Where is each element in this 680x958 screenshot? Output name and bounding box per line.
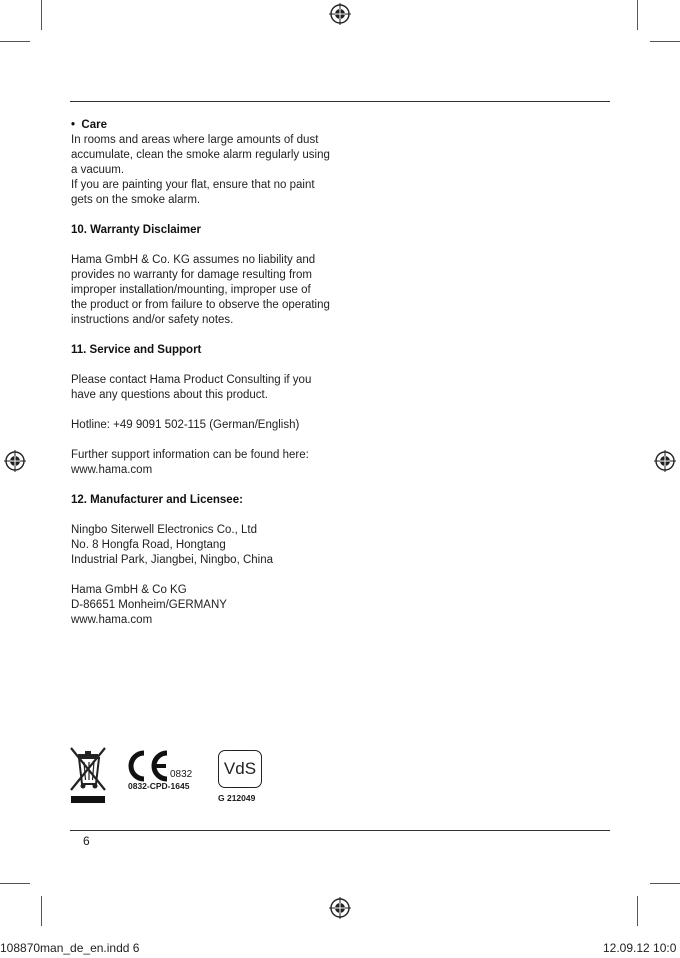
address-line: No. 8 Hongfa Road, Hongtang	[71, 539, 226, 551]
header-rule	[70, 101, 610, 102]
ce-mark-icon	[126, 750, 170, 782]
ce-cpd-number: 0832-CPD-1645	[128, 781, 190, 791]
footer-rule	[70, 830, 610, 831]
body-line: gets on the smoke alarm.	[71, 194, 201, 206]
section-heading: 12. Manufacturer and Licensee:	[71, 494, 243, 506]
body-line: Hama GmbH & Co. KG assumes no liability and	[71, 254, 316, 266]
crossed-out-wheelie-bin-icon	[69, 746, 109, 804]
vds-label: VdS	[223, 759, 257, 778]
section-heading: 10. Warranty Disclaimer	[71, 224, 201, 236]
registration-mark-icon	[4, 450, 26, 472]
service-section	[71, 343, 361, 478]
crop-mark	[650, 41, 680, 42]
website-link[interactable]: www.hama.com	[71, 614, 153, 626]
address-line: D-86651 Monheim/GERMANY	[71, 599, 227, 611]
spacer	[71, 403, 361, 418]
body-line: Please contact Hama Product Consulting if you	[71, 374, 312, 386]
address-line: Industrial Park, Jiangbei, Ningbo, China	[71, 554, 274, 566]
crop-mark	[650, 883, 680, 884]
website-link[interactable]: www.hama.com	[71, 464, 153, 476]
crop-mark	[41, 0, 42, 30]
bullet: •	[71, 119, 82, 131]
body-line: the product or from failure to observe the operating	[71, 299, 330, 311]
crop-mark	[0, 41, 30, 42]
section-heading: 11. Service and Support	[71, 344, 202, 356]
body-line: In rooms and areas where large amounts of dust	[71, 134, 319, 146]
body-line: improper installation/mounting, improper use of	[71, 284, 311, 296]
body-line: Further support information can be found here:	[71, 449, 309, 461]
spacer	[71, 358, 361, 373]
registration-mark-icon	[329, 897, 351, 919]
crop-mark	[637, 0, 638, 30]
body-line: instructions and/or safety notes.	[71, 314, 234, 326]
spacer	[71, 508, 361, 523]
address-line: Hama GmbH & Co KG	[71, 584, 187, 596]
spacer	[71, 568, 361, 583]
address-line: Ningbo Siterwell Electronics Co., Ltd	[71, 524, 257, 536]
ce-number: 0832	[170, 769, 193, 780]
care-heading-text: Care	[81, 119, 107, 131]
registration-mark-icon	[329, 3, 351, 25]
registration-mark-icon	[654, 450, 676, 472]
vds-logo	[218, 750, 262, 788]
manufacturer-section	[71, 493, 361, 628]
body-line: accumulate, clean the smoke alarm regularly using	[71, 149, 330, 161]
care-heading	[71, 118, 361, 133]
warranty-section	[71, 223, 361, 328]
body-line: If you are painting your flat, ensure that no paint	[71, 179, 315, 191]
spacer	[71, 433, 361, 448]
care-section	[71, 118, 361, 208]
vds-number: G 212049	[218, 793, 256, 803]
spacer	[71, 238, 361, 253]
slug-date: 12.09.12 10:0	[603, 941, 677, 955]
page-number: 6	[83, 834, 90, 848]
body-line: a vacuum.	[71, 164, 125, 176]
hotline: Hotline: +49 9091 502-115 (German/English)	[71, 419, 300, 431]
crop-mark	[637, 896, 638, 926]
body-line: provides no warranty for damage resulting from	[71, 269, 312, 281]
slug-filename: 108870man_de_en.indd 6	[0, 941, 140, 955]
crop-mark	[0, 883, 30, 884]
body-line: have any questions about this product.	[71, 389, 268, 401]
crop-mark	[41, 896, 42, 926]
